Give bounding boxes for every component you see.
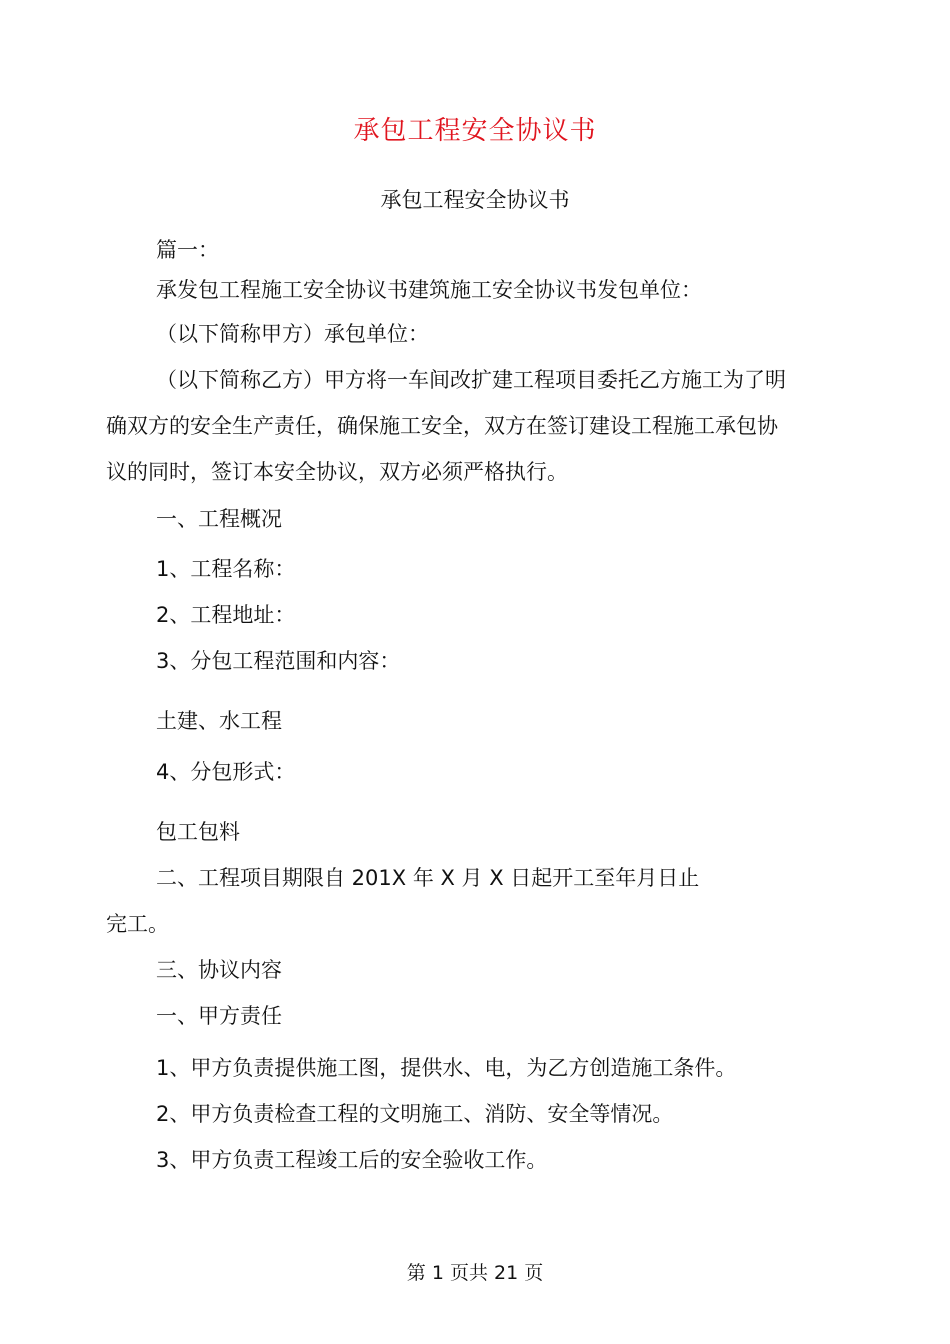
- body-line: 包工包料: [156, 820, 240, 844]
- list-item: 3、甲方负责工程竣工后的安全验收工作。: [156, 1148, 548, 1172]
- section-heading: 三、协议内容: [156, 958, 282, 982]
- section-heading: 一、工程概况: [156, 507, 282, 531]
- list-item: 2、工程地址：: [156, 603, 296, 627]
- body-line: 土建、水工程: [156, 709, 282, 733]
- body-line: 议的同时，签订本安全协议，双方必须严格执行。: [106, 460, 568, 484]
- document-subtitle: 承包工程安全协议书: [380, 188, 570, 212]
- list-item: 4、分包形式：: [156, 760, 296, 784]
- section-heading: 一、甲方责任: [156, 1004, 282, 1028]
- list-item: 1、工程名称：: [156, 557, 296, 581]
- body-line: 确双方的安全生产责任，确保施工安全，双方在签订建设工程施工承包协: [106, 414, 778, 438]
- body-line: 完工。: [106, 912, 169, 936]
- page-number: 第 1 页共 21 页: [406, 1262, 544, 1284]
- list-item: 1、甲方负责提供施工图，提供水、电，为乙方创造施工条件。: [156, 1056, 737, 1080]
- body-line: （以下简称乙方）甲方将一车间改扩建工程项目委托乙方施工为了明: [156, 368, 786, 392]
- document-title: 承包工程安全协议书: [353, 116, 597, 146]
- body-line: 承发包工程施工安全协议书建筑施工安全协议书发包单位：: [156, 278, 702, 302]
- section-heading: 二、工程项目期限自 201X 年 X 月 X 日起开工至年月日止: [156, 866, 700, 890]
- list-item: 2、甲方负责检查工程的文明施工、消防、安全等情况。: [156, 1102, 674, 1126]
- body-line: （以下简称甲方）承包单位：: [156, 322, 429, 346]
- section-label-part-one: 篇一：: [156, 238, 219, 262]
- list-item: 3、分包工程范围和内容：: [156, 649, 401, 673]
